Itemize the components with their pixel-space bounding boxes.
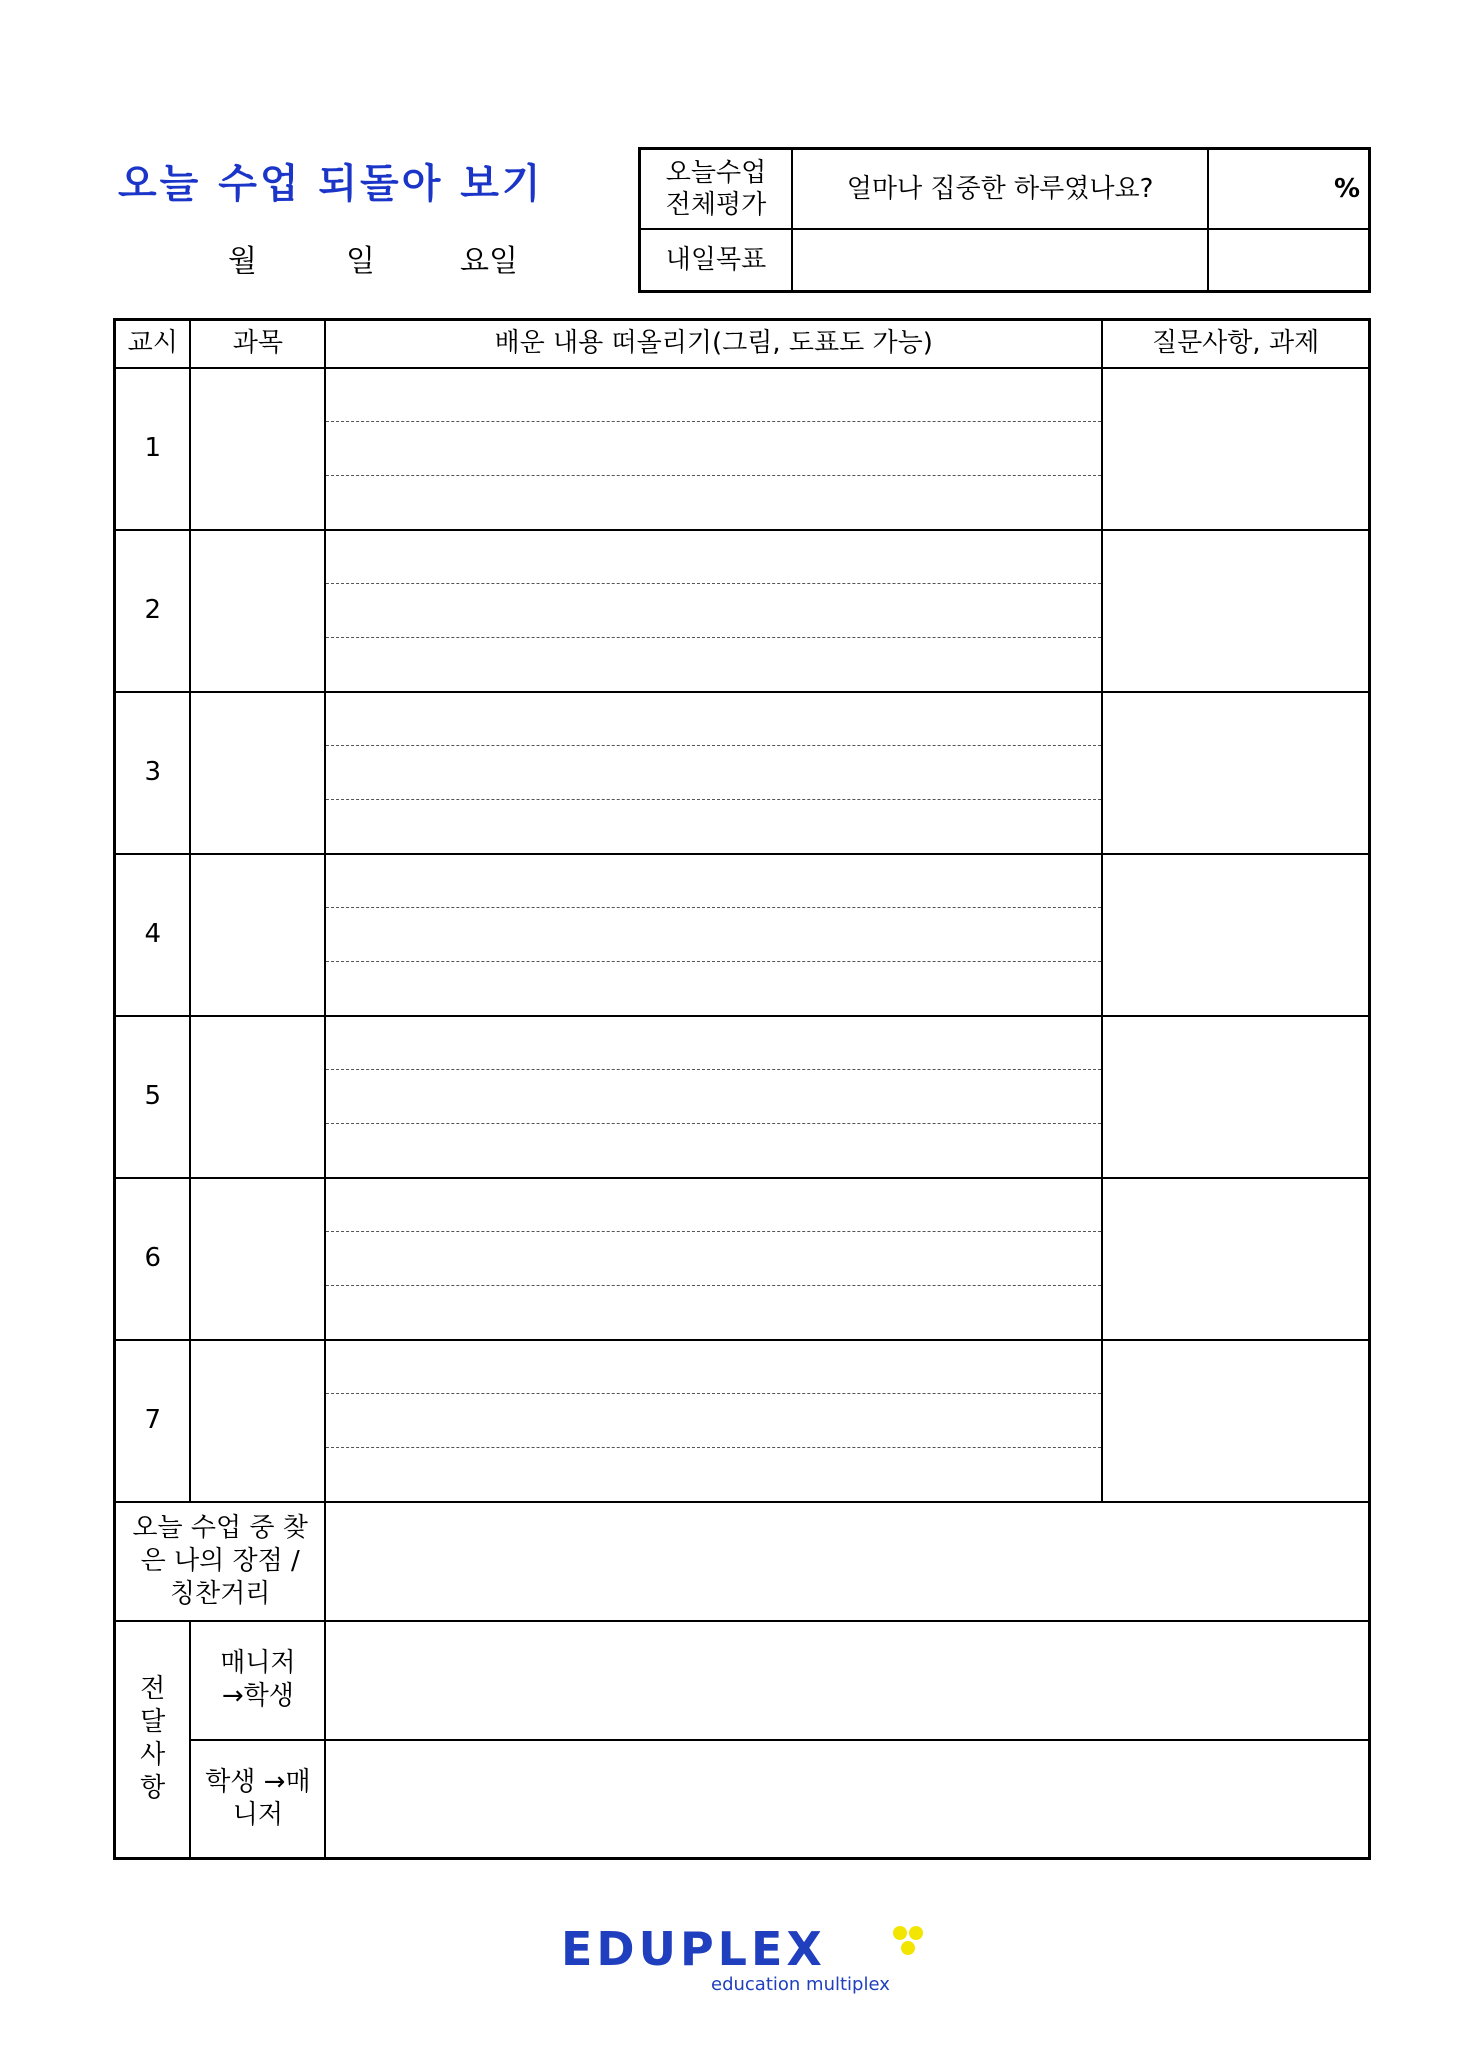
header-content: 배운 내용 떠올리기(그림, 도표도 가능): [325, 320, 1102, 368]
subject-field[interactable]: [190, 854, 325, 1016]
content-line[interactable]: [326, 369, 1101, 423]
subject-field[interactable]: [190, 1178, 325, 1340]
content-line[interactable]: [326, 1179, 1101, 1233]
logo-wordmark: EDUPLEX: [561, 1922, 826, 1976]
period-number: 7: [115, 1340, 191, 1502]
content-line[interactable]: [326, 476, 1101, 529]
content-line[interactable]: [326, 1232, 1101, 1286]
period-number: 2: [115, 530, 191, 692]
overall-eval-label: 오늘수업 전체평가: [640, 149, 793, 229]
student-to-manager-field[interactable]: [325, 1740, 1369, 1859]
content-line[interactable]: [326, 1286, 1101, 1339]
subject-field[interactable]: [190, 1340, 325, 1502]
manager-to-student-label: 매니저 →학생: [190, 1621, 325, 1740]
questions-field[interactable]: [1102, 368, 1369, 530]
content-line[interactable]: [326, 1070, 1101, 1124]
period-row: [115, 692, 1370, 854]
content-line[interactable]: [326, 1341, 1101, 1395]
content-field[interactable]: [325, 530, 1102, 692]
student-to-manager-label: 학생 →매니저: [190, 1740, 325, 1859]
questions-field[interactable]: [1102, 1340, 1369, 1502]
strengths-field[interactable]: [325, 1502, 1369, 1621]
content-line[interactable]: [326, 1448, 1101, 1501]
table-header-row: [115, 320, 1370, 368]
content-line[interactable]: [326, 531, 1101, 585]
content-field[interactable]: [325, 1340, 1102, 1502]
period-row: [115, 368, 1370, 530]
percent-sign: %: [1333, 173, 1360, 204]
questions-field[interactable]: [1102, 1016, 1369, 1178]
header-subject: 과목: [190, 320, 325, 368]
questions-field[interactable]: [1102, 854, 1369, 1016]
student-message-row: [115, 1740, 1370, 1859]
questions-field[interactable]: [1102, 692, 1369, 854]
period-number: 4: [115, 854, 191, 1016]
strengths-label: 오늘 수업 중 찾은 나의 장점 / 칭찬거리: [115, 1502, 326, 1621]
content-field[interactable]: [325, 368, 1102, 530]
subject-field[interactable]: [190, 530, 325, 692]
subject-field[interactable]: [190, 368, 325, 530]
content-line[interactable]: [326, 746, 1101, 800]
logo-mark-icon: [891, 1924, 925, 1958]
focus-question: 얼마나 집중한 하루였나요?: [792, 149, 1208, 229]
period-number: 1: [115, 368, 191, 530]
content-line[interactable]: [326, 584, 1101, 638]
period-row: [115, 1178, 1370, 1340]
content-line[interactable]: [326, 855, 1101, 909]
logo-tagline: education multiplex: [711, 1974, 890, 1995]
content-line[interactable]: [326, 693, 1101, 747]
period-number: 6: [115, 1178, 191, 1340]
content-field[interactable]: [325, 1178, 1102, 1340]
tomorrow-goal-label: 내일목표: [640, 229, 793, 292]
journal-table: [113, 318, 1371, 1860]
content-line[interactable]: [326, 1017, 1101, 1071]
manager-to-student-field[interactable]: [325, 1621, 1369, 1740]
content-field[interactable]: [325, 692, 1102, 854]
focus-percent-field[interactable]: [1208, 149, 1369, 229]
content-line[interactable]: [326, 908, 1101, 962]
header-period: 교시: [115, 320, 191, 368]
subject-field[interactable]: [190, 692, 325, 854]
tomorrow-goal-field[interactable]: [792, 229, 1208, 292]
weekday-label: 요일: [460, 244, 518, 279]
header-questions: 질문사항, 과제: [1102, 320, 1369, 368]
month-label: 월: [228, 244, 257, 279]
subject-field[interactable]: [190, 1016, 325, 1178]
messages-label: 전 달 사 항: [115, 1621, 191, 1859]
page-title: 오늘 수업 되돌아 보기: [118, 161, 544, 207]
content-line[interactable]: [326, 422, 1101, 476]
content-line[interactable]: [326, 638, 1101, 691]
content-field[interactable]: [325, 1016, 1102, 1178]
period-row: [115, 854, 1370, 1016]
day-label: 일: [346, 244, 375, 279]
period-row: [115, 1016, 1370, 1178]
eduplex-logo: [561, 1924, 931, 1994]
evaluation-table: [638, 147, 1371, 293]
period-row: [115, 530, 1370, 692]
content-line[interactable]: [326, 1394, 1101, 1448]
tomorrow-goal-extra-field[interactable]: [1208, 229, 1369, 292]
period-number: 5: [115, 1016, 191, 1178]
questions-field[interactable]: [1102, 530, 1369, 692]
manager-message-row: [115, 1621, 1370, 1740]
questions-field[interactable]: [1102, 1178, 1369, 1340]
content-line[interactable]: [326, 800, 1101, 853]
content-field[interactable]: [325, 854, 1102, 1016]
strengths-row: [115, 1502, 1370, 1621]
period-row: [115, 1340, 1370, 1502]
period-number: 3: [115, 692, 191, 854]
content-line[interactable]: [326, 1124, 1101, 1177]
content-line[interactable]: [326, 962, 1101, 1015]
